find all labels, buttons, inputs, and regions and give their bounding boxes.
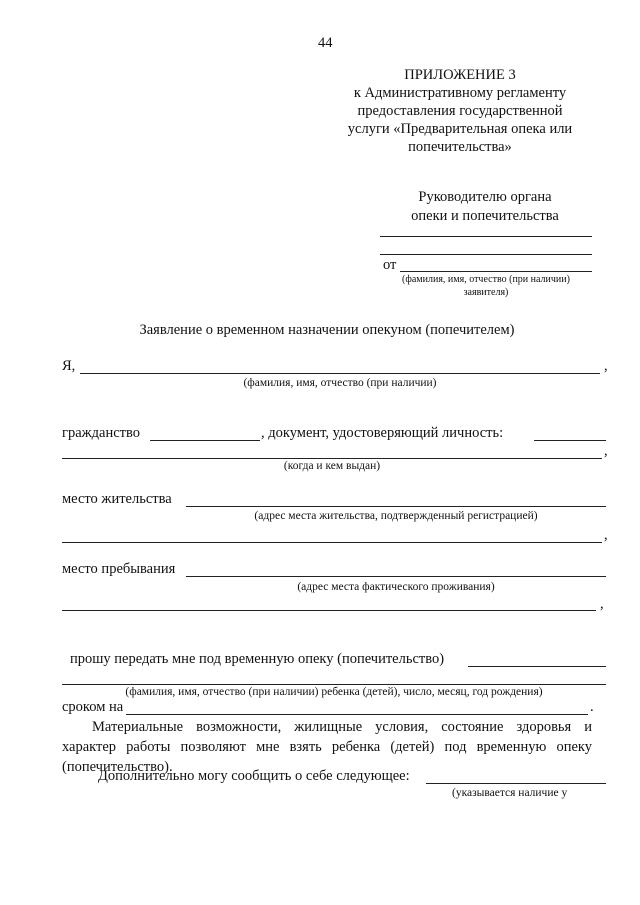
request-label: прошу передать мне под временную опеку (попечительство) [70, 651, 445, 667]
statement-title: Заявление о временном назначении опекуном (попечителем) [139, 322, 515, 338]
additional-label: Дополнительно могу сообщить о себе следующее: [98, 768, 410, 784]
comma-3: , [604, 527, 608, 543]
applicant-hint-line-2: заявителя) [463, 287, 509, 298]
stay-hint: (адрес места фактического проживания) [297, 581, 495, 593]
appendix-block [340, 66, 580, 156]
residence-hint: (адрес места жительства, подтвержденный регистрацией) [254, 510, 538, 522]
document-blank[interactable] [534, 440, 606, 441]
citizenship-blank[interactable] [150, 440, 260, 441]
issued-hint: (когда и кем выдан) [283, 460, 381, 472]
residence-blank[interactable] [186, 506, 606, 507]
applicant-hint-line-1: (фамилия, имя, отчество (при наличии) [402, 274, 570, 285]
addressee-block [380, 188, 590, 226]
addressee-blank-2[interactable] [380, 254, 592, 255]
addressee-blank-1[interactable] [380, 236, 592, 237]
addressee-line-2: опеки и попечительства [411, 208, 559, 224]
residence-label: место жительства [62, 491, 172, 507]
stay-blank[interactable] [186, 576, 606, 577]
comma-1: , [604, 358, 608, 374]
appendix-line-4: попечительства» [408, 139, 512, 155]
full-name-blank[interactable] [80, 373, 600, 374]
applicant-hint [380, 273, 592, 299]
appendix-line-1: к Административному регламенту [353, 85, 567, 101]
i-label: Я, [62, 358, 76, 374]
appendix-line-3: услуги «Предварительная опека или [347, 121, 573, 137]
appendix-line-2: предоставления государственной [357, 103, 563, 119]
from-label: от [383, 257, 397, 273]
appendix-title: ПРИЛОЖЕНИЕ 3 [404, 67, 516, 83]
full-name-hint: (фамилия, имя, отчество (при наличии) [243, 377, 437, 389]
request-blank[interactable] [468, 666, 606, 667]
page-number: 44 [318, 35, 333, 51]
term-label: сроком на [62, 699, 124, 715]
additional-hint: (указывается наличие у [452, 787, 568, 799]
document-details-blank[interactable] [62, 458, 602, 459]
child-info-hint: (фамилия, имя, отчество (при наличии) ребенка (детей), число, месяц, год рождения) [125, 686, 543, 698]
document-label: , документ, удостоверяющий личность: [261, 425, 504, 441]
stay-label: место пребывания [62, 561, 176, 577]
comma-2: , [604, 443, 608, 459]
from-blank[interactable] [400, 271, 592, 272]
addressee-line-1: Руководителю органа [418, 189, 552, 205]
stay-blank-2[interactable] [62, 610, 596, 611]
comma-4: , [600, 596, 604, 612]
term-blank[interactable] [126, 714, 588, 715]
material-paragraph: Материальные возможности, жилищные условия, состояние здоровья и характер работы позволяют мне взять ребенка (детей) под временную опеку (попечительство). [62, 719, 592, 775]
residence-blank-2[interactable] [62, 542, 602, 543]
child-info-blank[interactable] [62, 684, 606, 685]
citizenship-label: гражданство [62, 425, 140, 441]
additional-blank[interactable] [426, 783, 606, 784]
term-period: . [590, 699, 594, 715]
